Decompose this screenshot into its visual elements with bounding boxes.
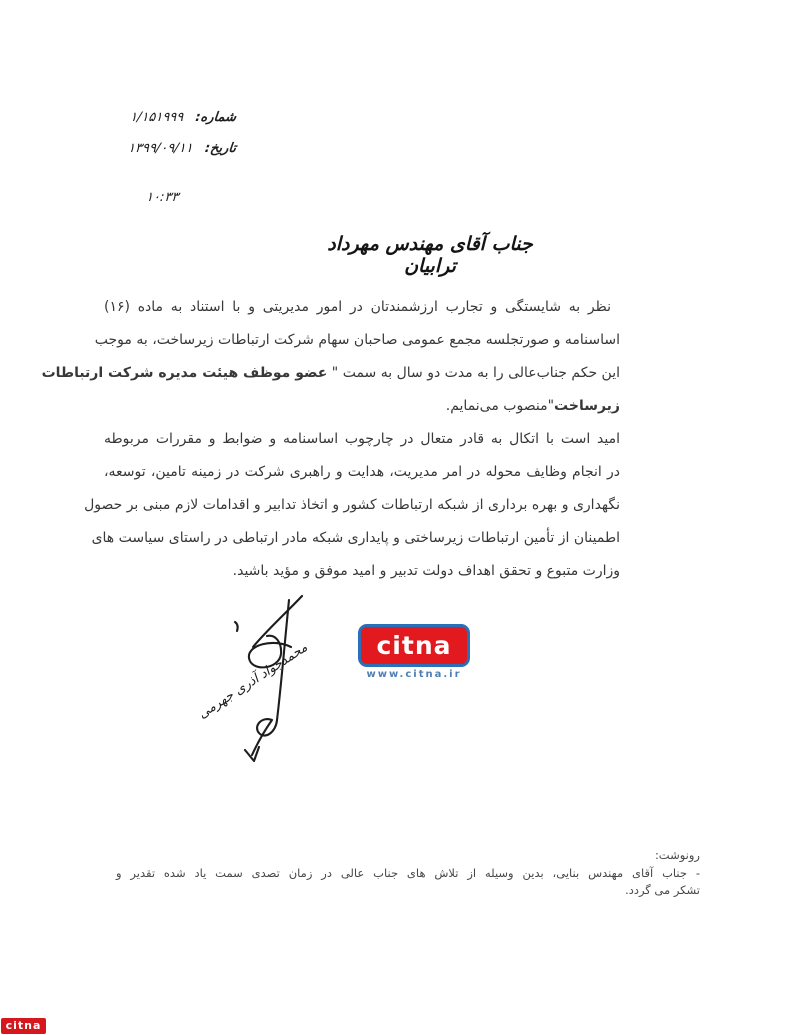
body-line bbox=[41, 357, 620, 390]
body-line: امید است با اتکال به قادر متعال در چارچوب اساسنامه و ضوابط و مقررات مربوطه bbox=[104, 431, 620, 447]
date-value: ۱۳۹۹/۰۹/۱۱ bbox=[127, 141, 194, 156]
citna-logo bbox=[358, 624, 470, 667]
body-line: وزارت متبوع و تحقق اهداف دولت تدبیر و امید موفق و مؤید باشید. bbox=[232, 563, 620, 579]
footer-line: تشکر می گردد. bbox=[625, 883, 700, 897]
footer-line: رونوشت: bbox=[654, 848, 700, 862]
body-line: نگهداری و بهره برداری از شبکه ارتباطات کشور و اتخاذ تدابیر و اقدامات لازم مبنی بر حصول bbox=[84, 497, 620, 513]
citna-corner-logo: citna bbox=[1, 1018, 46, 1034]
body-text: این حکم جناب‌عالی را به مدت دو سال به سمت " bbox=[327, 365, 620, 381]
citna-wordmark: citna bbox=[376, 631, 452, 660]
number-value: ۱/۱۵۱۹۹۹ bbox=[129, 110, 185, 125]
citna-url: www.citna.ir bbox=[366, 669, 462, 680]
body-line: در انجام وظایف محوله در امر مدیریت، هدایت و راهبری شرکت در زمینه تامین، توسعه، bbox=[104, 464, 620, 480]
signature-stroke bbox=[235, 622, 238, 631]
footer-notes bbox=[116, 847, 700, 900]
signature-name: محمدجواد آذری جهرمی bbox=[195, 640, 311, 722]
signature-stroke bbox=[252, 719, 277, 755]
date-label: تاریخ: bbox=[204, 141, 237, 156]
appointment-title-bold: عضو موظف هیئت مدیره شرکت ارتباطات bbox=[41, 365, 328, 381]
footer-line: - جناب آقای مهندس بنایی، بدین وسیله از تلاش های جناب عالی در زمان تصدی سمت یاد شده تقدیر و bbox=[116, 865, 700, 880]
number-label: شماره: bbox=[194, 110, 237, 125]
body-line bbox=[104, 390, 620, 423]
body-line: نظر به شایستگی و تجارب ارزشمندتان در امور مدیریتی و با استناد به ماده (۱۶) bbox=[104, 299, 611, 315]
appointment-title-bold: زیرساخت bbox=[554, 398, 620, 414]
minister-signature bbox=[195, 592, 345, 767]
body-text: "منصوب می‌نمایم. bbox=[445, 398, 555, 414]
letter-body bbox=[41, 291, 620, 588]
body-line: اساسنامه و صورتجلسه مجمع عمومی صاحبان سهام شرکت ارتباطات زیرساخت، به موجب bbox=[94, 332, 620, 348]
letter-time: ۱۰:۳۳ bbox=[145, 190, 180, 205]
body-line: اطمینان از تأمین ارتباطات زیرساختی و پایداری شبکه مادر ارتباطی در راستای سیاست های bbox=[91, 530, 620, 546]
letter-date-row bbox=[127, 141, 237, 156]
letter-number-row bbox=[129, 110, 237, 125]
addressee-name: جناب آقای مهندس مهرداد ترابیان bbox=[327, 233, 533, 277]
